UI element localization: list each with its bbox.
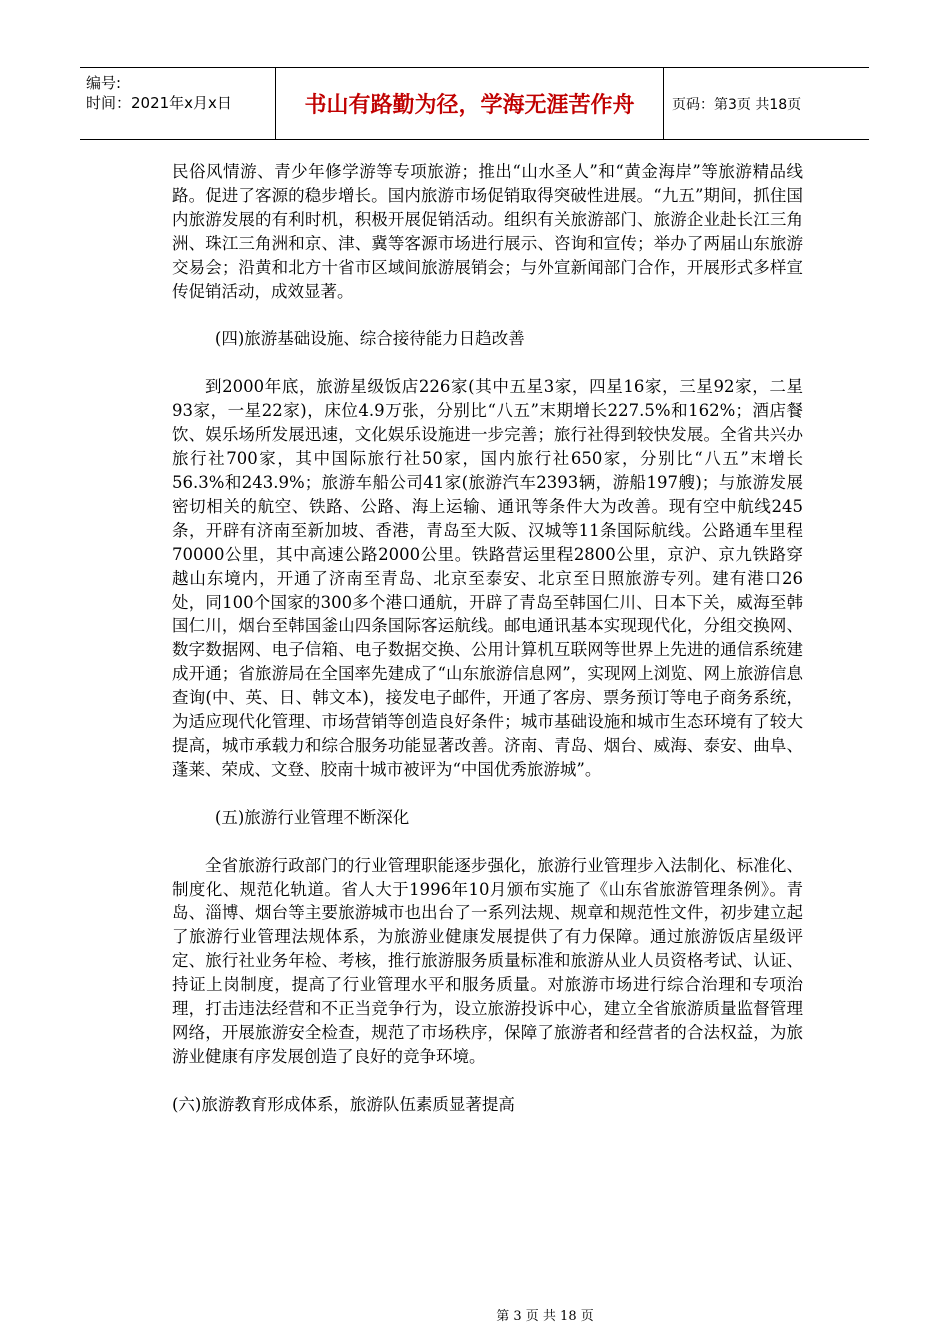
document-time-label: 时间：2021年x月x日 bbox=[86, 94, 232, 112]
page-header bbox=[80, 67, 869, 140]
document-number-label: 编号: bbox=[86, 74, 122, 92]
paragraph-section-5: 全省旅游行政部门的行业管理职能逐步强化，旅游行业管理步入法制化、标准化、制度化、规范化轨道。省人大于1996年10月颁布实施了《山东省旅游管理条例》。青岛、淄博、烟台等主要旅游城市也出台了一系列法规、规章和规范性文件，初步建立起了旅游行业管理法规体系，为旅游业健康发展提供了有力保障。通过旅游饭店星级评定、旅行社业务年检、考核，推行旅游服务质量标准和旅游从业人员资格考试、认证、持证上岗制度，提高了行业管理水平和服务质量。对旅游市场进行综合治理和专项治理，打击违法经营和不正当竞争行为，设立旅游投诉中心，建立全省旅游质量监督管理网络，开展旅游安全检查，规范了市场秩序，保障了旅游者和经营者的合法权益，为旅游业健康有序发展创造了良好的竞争环境。 bbox=[172, 855, 803, 1066]
section-heading-4: (四)旅游基础设施、综合接待能力日趋改善 bbox=[214, 329, 525, 349]
page-footer bbox=[0, 1305, 950, 1324]
header-motto: 书山有路勤为径，学海无涯苦作舟 bbox=[276, 68, 664, 139]
section-heading-5: (五)旅游行业管理不断深化 bbox=[214, 807, 410, 827]
header-page-info: 页码：第3页 共18页 bbox=[672, 96, 802, 113]
section-heading-6: (六)旅游教育形成体系，旅游队伍素质显著提高 bbox=[172, 1094, 515, 1114]
footer-page-number: 第 3 页 共 18 页 bbox=[496, 1309, 594, 1324]
paragraph-section-4: 到2000年底，旅游星级饭店226家(其中五星3家，四星16家，三星92家，二星93家，一星22家)，床位4.9万张，分别比“八五”末期增长227.5%和162%；酒店餐饮、娱乐场所发展迅速，文化娱乐设施进一步完善；旅行社得到较快发展。全省共兴办旅行社700家，其中国际旅行社50家，国内旅行社650家，分别比“八五”末增长56.3%和243.9%；旅游车船公司41家(旅游汽车2393辆，游船197艘)；与旅游发展密切相关的航空、铁路、公路、海上运输、通讯等条件大为改善。现有空中航线245条，开辟有济南至新加坡、香港，青岛至大阪、汉城等11条国际航线。公路通车里程70000公里，其中高速公路2000公里。铁路营运里程2800公里，京沪、京九铁路穿越山东境内，开通了济南至青岛、北京至泰安、北京至日照旅游专列。建有港口26处，同100个国家的300多个港口通航，开辟了青岛至韩国仁川、日本下关，威海至韩国仁川，烟台至韩国釜山四条国际客运航线。邮电通讯基本实现现代化，分组交换网、数字数据网、电子信箱、电子数据交换、公用计算机互联网等世界上先进的通信系统建成开通；省旅游局在全国率先建成了“山东旅游信息网”，实现网上浏览、网上旅游信息查询(中、英、日、韩文本)，接发电子邮件，开通了客房、票务预订等电子商务系统，为适应现代化管理、市场营销等创造良好条件；城市基础设施和城市生态环境有了较大提高，城市承载力和综合服务功能显著改善。济南、青岛、烟台、威海、泰安、曲阜、蓬莱、荣成、文登、胶南十城市被评为“中国优秀旅游城”。 bbox=[172, 377, 803, 779]
document-body bbox=[172, 160, 803, 1117]
paragraph-intro: 民俗风情游、青少年修学游等专项旅游；推出“山水圣人”和“黄金海岸”等旅游精品线路。促进了客源的稳步增长。国内旅游市场促销取得突破性进展。“九五”期间，抓住国内旅游发展的有利时机，积极开展促销活动。组织有关旅游部门、旅游企业赴长江三角洲、珠江三角洲和京、津、冀等客源市场进行展示、咨询和宣传；举办了两届山东旅游交易会；沿黄和北方十省市区域间旅游展销会；与外宣新闻部门合作，开展形式多样宣传促销活动，成效显著。 bbox=[172, 162, 803, 301]
header-meta bbox=[80, 68, 276, 139]
